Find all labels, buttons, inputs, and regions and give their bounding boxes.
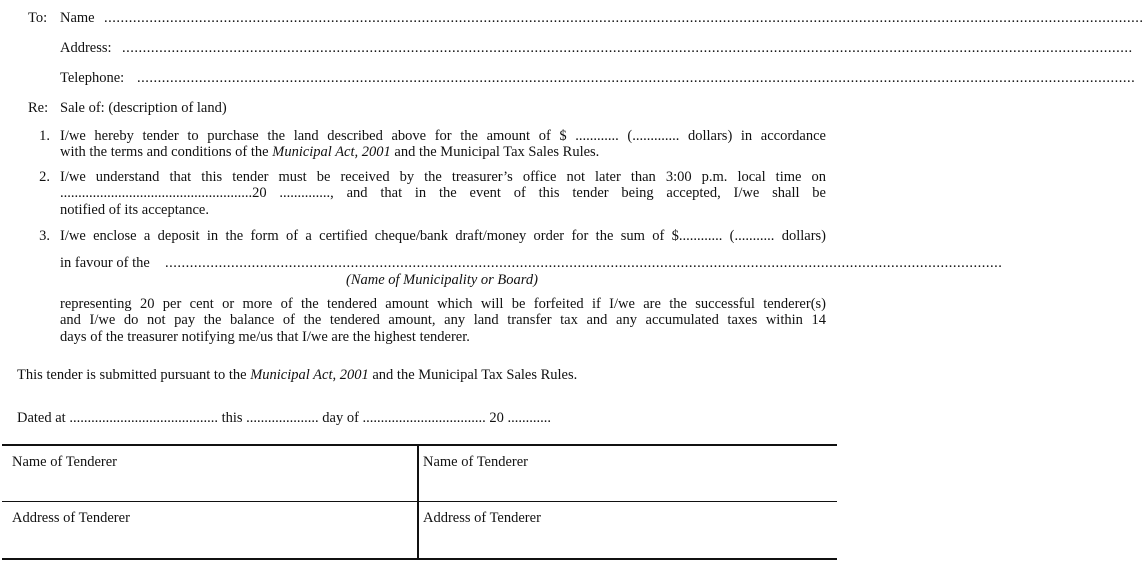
- deposit-paragraph-line-2: and I/we do not pay the balance of the tendered amount, any land transfer tax and any accumulated taxes within 14: [60, 312, 826, 328]
- re-label: Re:: [28, 100, 49, 116]
- item-2-line-2: .....................................................20 .............., and that in the event of this tender being accepted, I/we shall be: [60, 185, 826, 201]
- item-2-line-3: notified of its acceptance.: [60, 202, 209, 218]
- dated-line: Dated at ......................................... this .................... day of .................................. 20 ............: [17, 410, 552, 426]
- item-2-line-1: I/we understand that this tender must be received by the treasurer’s office not later than 3:00 p.m. local time on: [60, 169, 826, 185]
- telephone-field[interactable]: ..................................................................................................................................................................................................................................................: [137, 70, 1136, 86]
- item-3-line-1: I/we enclose a deposit in the form of a certified cheque/bank draft/money order for the sum of $............ (........... dollars): [60, 228, 826, 244]
- table-bottom-border: [2, 558, 837, 560]
- item-1-line-1: I/we hereby tender to purchase the land described above for the amount of $ ............ (............. dollars) in accordance: [60, 128, 826, 144]
- address-label: Address:: [60, 40, 112, 56]
- act-name-italic: Municipal Act, 2001: [250, 367, 369, 383]
- telephone-label: Telephone:: [60, 70, 125, 86]
- right-address-of-tenderer-field[interactable]: Address of Tenderer: [423, 510, 541, 526]
- name-field[interactable]: ............................................................................................................................................................................................................................................................: [104, 10, 1144, 26]
- right-name-of-tenderer-field[interactable]: Name of Tenderer: [423, 454, 528, 470]
- favour-label: in favour of the: [60, 255, 150, 271]
- table-row-divider: [2, 501, 837, 502]
- submission-statement: This tender is submitted pursuant to the Municipal Act, 2001 and the Municipal Tax Sales Rules.: [17, 367, 578, 383]
- deposit-paragraph-line-1: representing 20 per cent or more of the tendered amount which will be forfeited if I/we are the successful tenderer(s): [60, 296, 826, 312]
- municipality-field[interactable]: ...........................................................................................................................................................................................................: [165, 255, 1003, 271]
- left-name-of-tenderer-field[interactable]: Name of Tenderer: [12, 454, 117, 470]
- left-address-of-tenderer-field[interactable]: Address of Tenderer: [12, 510, 130, 526]
- item-number: 1.: [39, 128, 50, 144]
- name-label: Name: [60, 10, 95, 26]
- item-1-line-2: with the terms and conditions of the Municipal Act, 2001 and the Municipal Tax Sales Rules.: [60, 144, 600, 160]
- item-number: 3.: [39, 228, 50, 244]
- sale-description-label: Sale of: (description of land): [60, 100, 227, 116]
- municipality-caption: (Name of Municipality or Board): [346, 272, 538, 288]
- address-field[interactable]: .....................................................................................................................................................................................................................................................: [122, 40, 1133, 56]
- deposit-paragraph-line-3: days of the treasurer notifying me/us that I/we are the highest tenderer.: [60, 329, 470, 345]
- act-name-italic: Municipal Act, 2001: [272, 144, 391, 160]
- table-top-border: [2, 444, 837, 446]
- table-column-divider: [417, 444, 419, 559]
- item-number: 2.: [39, 169, 50, 185]
- to-label: To:: [28, 10, 48, 26]
